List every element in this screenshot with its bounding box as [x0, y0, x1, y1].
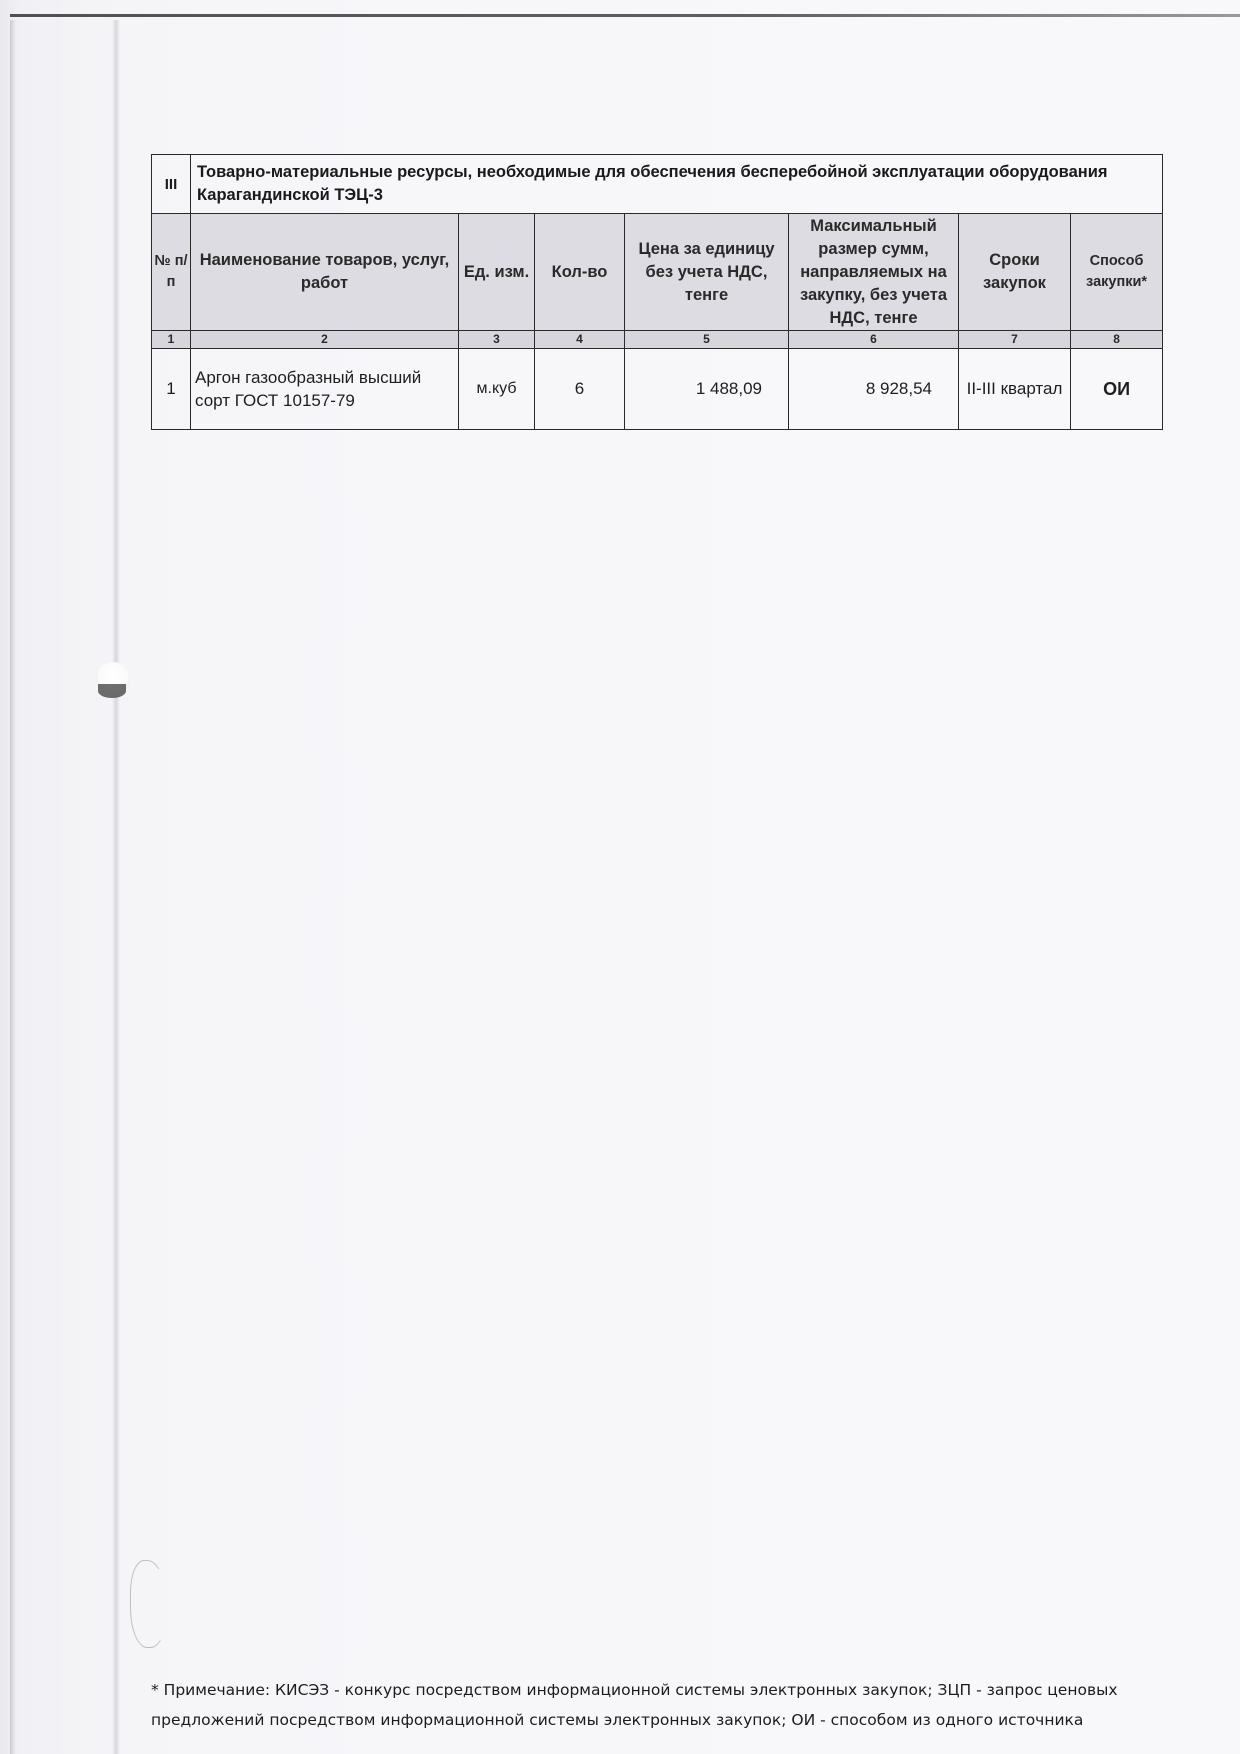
column-number: 1 — [152, 331, 191, 349]
header-unit: Ед. изм. — [459, 214, 535, 331]
footnote-label: * Примечание: — [151, 1681, 271, 1699]
column-number-row — [152, 331, 1163, 349]
scan-left-edge — [10, 20, 16, 1754]
row-method: ОИ — [1071, 349, 1163, 430]
row-max-sum: 8 928,54 — [789, 349, 959, 430]
footnote-text-1: КИСЭЗ - конкурс посредством информационной системы электронных закупок; ЗЦП - запрос ценовых — [275, 1681, 1118, 1699]
header-method: Способ закупки* — [1071, 214, 1163, 331]
row-num: 1 — [152, 349, 191, 430]
section-number: III — [152, 155, 191, 214]
footnote-line-1 — [151, 1675, 1151, 1705]
table-row — [152, 349, 1163, 430]
column-number: 3 — [459, 331, 535, 349]
row-term: II-III квартал — [959, 349, 1071, 430]
header-max-sum: Максимальный размер сумм, направляемых на закупку, без учета НДС, тенге — [789, 214, 959, 331]
column-number: 5 — [625, 331, 789, 349]
column-number: 6 — [789, 331, 959, 349]
table-header-row — [152, 214, 1163, 331]
footnote-line-2 — [151, 1705, 1151, 1735]
footnote-smudged-word: предложений — [151, 1711, 265, 1729]
column-number: 2 — [191, 331, 459, 349]
punch-hole-shadow — [98, 684, 126, 698]
column-number: 4 — [535, 331, 625, 349]
footnote — [151, 1675, 1151, 1735]
section-title: Товарно-материальные ресурсы, необходимые для обеспечения бесперебойной эксплуатации оборудования Карагандинской ТЭЦ-3 — [191, 155, 1163, 214]
row-unit: м.куб — [459, 349, 535, 430]
row-qty: 6 — [535, 349, 625, 430]
binding-fold — [112, 20, 120, 1754]
column-number: 8 — [1071, 331, 1163, 349]
header-term: Сроки закупок — [959, 214, 1071, 331]
row-price: 1 488,09 — [625, 349, 789, 430]
scan-top-edge — [10, 14, 1240, 17]
header-price: Цена за единицу без учета НДС, тенге — [625, 214, 789, 331]
footnote-text-2: посредством информационной системы электронных закупок; ОИ - способом из одного источника — [269, 1711, 1084, 1729]
binding-thread — [130, 1560, 168, 1648]
header-num: № п/п — [152, 214, 191, 331]
row-item-name: Аргон газообразный высший сорт ГОСТ 10157-79 — [191, 349, 459, 430]
header-name: Наименование товаров, услуг, работ — [191, 214, 459, 331]
procurement-table — [151, 154, 1163, 430]
column-number: 7 — [959, 331, 1071, 349]
header-qty: Кол-во — [535, 214, 625, 331]
